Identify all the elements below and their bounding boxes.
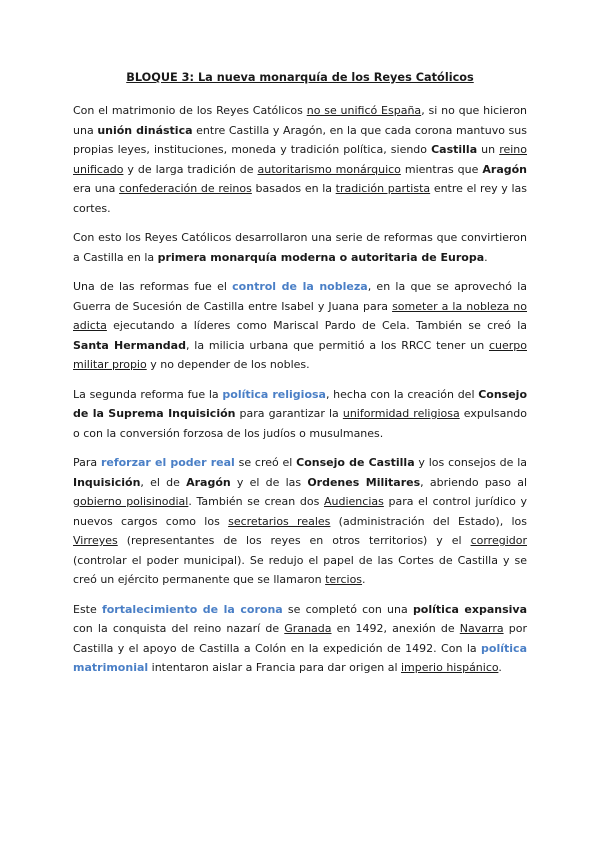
text: (administración del Estado), los bbox=[330, 514, 527, 528]
text: y no depender de los nobles. bbox=[146, 358, 310, 371]
bold-term: primera monarquía moderna o autoritaria de Europa bbox=[157, 250, 485, 264]
highlighted-term: reforzar el poder real bbox=[100, 456, 235, 469]
text: , hecha con la creación del bbox=[325, 387, 479, 401]
highlighted-term: fortalecimiento de la corona bbox=[101, 602, 283, 616]
text: se creó el bbox=[234, 456, 297, 469]
document-title: BLOQUE 3: La nueva monarquía de los Reyes Católicos bbox=[126, 71, 474, 84]
text: por Castilla y el apoyo de Castilla a Colón en la expedición de 1492. Con la bbox=[73, 622, 527, 655]
bold-term: política expansiva bbox=[412, 602, 528, 616]
underlined-term: corregidor bbox=[470, 534, 527, 547]
paragraph-control-nobleza bbox=[73, 277, 527, 375]
highlighted-term: política matrimonial bbox=[73, 641, 527, 674]
text: Una de las reformas fue el bbox=[73, 280, 233, 293]
paragraph-politica-religiosa bbox=[73, 385, 527, 444]
text: entre Castilla y Aragón, en la que cada corona mantuvo sus propias leyes, instituciones, moneda y tradición política, siendo bbox=[73, 123, 527, 156]
text: . bbox=[484, 250, 488, 264]
text: , si no que hicieron una bbox=[73, 104, 528, 137]
bold-term: Castilla bbox=[431, 143, 478, 156]
paragraph-fortalecimiento bbox=[73, 600, 527, 678]
underlined-term: gobierno polisinodial bbox=[73, 495, 189, 508]
underlined-term: imperio hispánico bbox=[401, 661, 499, 674]
text: . bbox=[498, 661, 502, 674]
underlined-term: cuerpo militar propio bbox=[73, 338, 527, 371]
text: (representantes de los reyes en otros territorios) y el bbox=[117, 534, 471, 547]
text: entre el rey y las cortes. bbox=[73, 182, 527, 215]
underlined-term: Virreyes bbox=[73, 534, 118, 547]
bold-term: Consejo de la Suprema Inquisición bbox=[73, 387, 527, 420]
bold-term: Consejo de Castilla bbox=[296, 456, 415, 469]
text: Este bbox=[73, 602, 102, 616]
paragraph-reformas bbox=[73, 228, 527, 267]
text: se completó con una bbox=[282, 602, 413, 616]
text: era una bbox=[73, 182, 120, 195]
text: intentaron aislar a Francia para dar origen al bbox=[148, 661, 401, 674]
text: ejecutando a líderes como Mariscal Pardo de Cela. También se creó la bbox=[106, 319, 527, 332]
underlined-term: reino unificado bbox=[73, 143, 527, 176]
text: , el de bbox=[140, 475, 187, 489]
underlined-term: uniformidad religiosa bbox=[342, 407, 460, 420]
text: basados en la bbox=[251, 182, 336, 195]
underlined-term: Granada bbox=[284, 622, 332, 635]
text: en 1492, anexión de bbox=[331, 622, 460, 635]
bold-term: Aragón bbox=[186, 475, 231, 489]
underlined-term: confederación de reinos bbox=[119, 182, 252, 195]
paragraph-union-dinastica bbox=[73, 101, 527, 218]
underlined-term: secretarios reales bbox=[228, 514, 331, 528]
text: y de larga tradición de bbox=[123, 162, 258, 176]
text: La segunda reforma fue la bbox=[73, 387, 223, 401]
bold-term: Ordenes Militares bbox=[307, 475, 421, 489]
text: Con esto los Reyes Católicos desarrollaron una serie de reformas que convirtieron a Castilla en la bbox=[73, 231, 527, 264]
underlined-term: tradición partista bbox=[335, 182, 431, 195]
text: (controlar el poder municipal). Se redujo el papel de las Cortes de Castilla y se creó un ejército permanente que se llamaron bbox=[73, 553, 527, 586]
text: y el de las bbox=[230, 475, 308, 489]
underlined-term: tercios bbox=[325, 573, 363, 586]
bold-term: Aragón bbox=[482, 162, 527, 176]
highlighted-term: control de la nobleza bbox=[232, 280, 368, 293]
text: y los consejos de la bbox=[414, 456, 527, 469]
bold-term: unión dinástica bbox=[97, 123, 193, 137]
underlined-term: someter a la nobleza no adicta bbox=[73, 299, 528, 332]
paragraph-poder-real bbox=[73, 453, 527, 590]
underlined-term: no se unificó España bbox=[306, 104, 422, 117]
text: mientras que bbox=[400, 162, 483, 176]
underlined-term: autoritarismo monárquico bbox=[257, 162, 401, 176]
highlighted-term: política religiosa bbox=[222, 387, 326, 401]
text: un bbox=[477, 143, 500, 156]
text: . bbox=[362, 573, 366, 586]
text: Para bbox=[73, 456, 101, 469]
text: expulsando o con la conversión forzosa de los judíos o musulmanes. bbox=[73, 407, 528, 440]
text: para el control jurídico y nuevos cargos como los bbox=[73, 495, 527, 528]
underlined-term: Audiencias bbox=[324, 495, 384, 508]
text: para garantizar la bbox=[235, 407, 343, 420]
text: . También se crean dos bbox=[188, 495, 324, 508]
text: con la conquista del reino nazarí de bbox=[73, 622, 285, 635]
text: Con el matrimonio de los Reyes Católicos bbox=[73, 104, 307, 117]
bold-term: Inquisición bbox=[73, 475, 141, 489]
bold-term: Santa Hermandad bbox=[73, 338, 186, 352]
text: , en la que se aprovechó la Guerra de Sucesión de Castilla entre Isabel y Juana para bbox=[73, 280, 528, 313]
text: , la milicia urbana que permitió a los RRCC tener un bbox=[185, 338, 489, 352]
underlined-term: Navarra bbox=[459, 622, 504, 635]
text: , abriendo paso al bbox=[420, 475, 527, 489]
